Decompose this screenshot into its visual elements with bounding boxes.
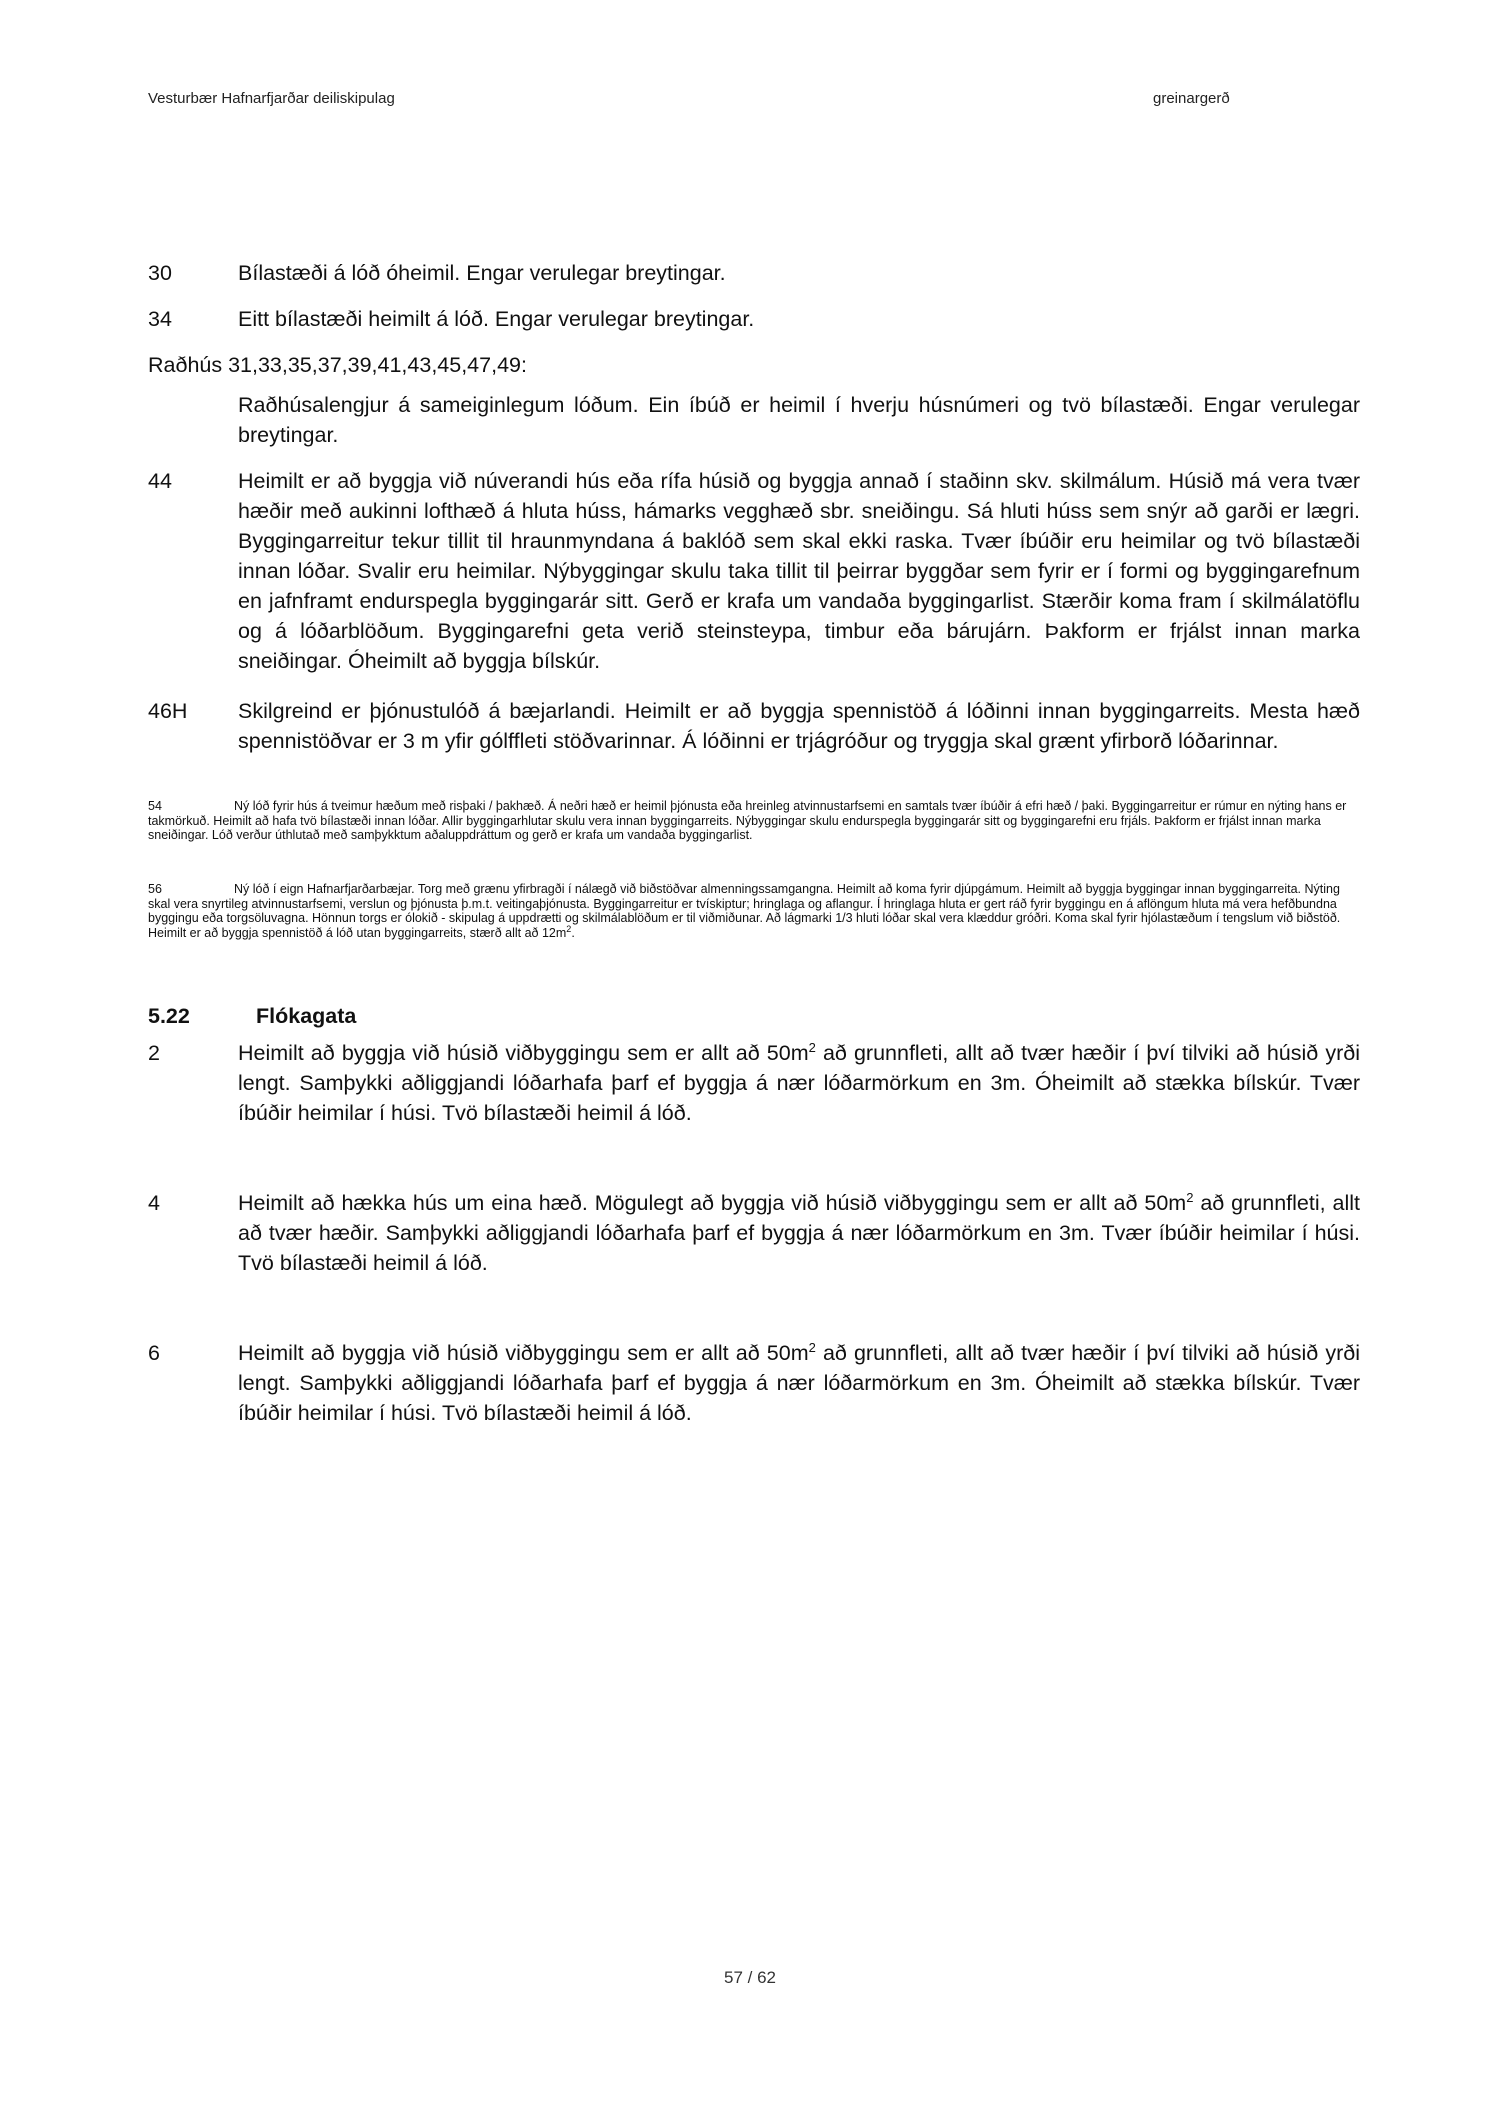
entry-text: Eitt bílastæði heimilt á lóð. Engar verulegar breytingar. [238,307,755,331]
entry-number: 46H [148,699,188,723]
entry-text: Heimilt að hækka hús um eina hæð. Mögulegt að byggja við húsið viðbyggingu sem er allt að $50m^2$ að grunnfleti, allt að tvær hæðir. Samþykki aðliggjandi lóðarhafa þarf ef byggja á nær lóðarmörkum en 3m. Tvær íbúðir heimilar í húsi. Tvö bílastæði heimil á lóð. [238,1189,1360,1275]
entry-text: Skilgreind er þjónustulóð á bæjarlandi. Heimilt er að byggja spennistöð á lóðinni innan byggingarreits. Mesta hæð spennistöðvar er 3 m yfir gólffleti stöðvarinnar. Á lóðinni er trjágróður og tryggja skal grænt yfirborð lóðarinnar. [238,699,1360,753]
superscript: 2 [1186,1189,1194,1205]
entry-text: Ný lóð fyrir hús á tveimur hæðum með risþaki / þakhæð. Á neðri hæð er heimil þjónusta eða hreinleg atvinnustarfsemi en samtals tvær íbúðir á efri hæð / þaki. Byggingarreitur er rúmur en nýting hans er takmörkuð. Heimilt að hafa tvö bílastæði innan lóðar. Allir byggingarhlutar skulu vera innan byggingarreits. Nýbyggingar skulu endurspegla byggingarár sitt og byggingarefni eru frjáls. Þakform er frjálst innan marka sneiðingar. Lóð verður úthlutað með samþykktum aðaluppdráttum og gerð er krafa um vandaða byggingarlist. [148,799,1347,842]
entry-text: Heimilt að byggja við húsið viðbyggingu sem er allt að $50m^2$ að grunnfleti, allt að tvær hæðir í því tilviki að húsið yrði lengt. Samþykki aðliggjandi lóðarhafa þarf ef byggja á nær lóðarmörkum en 3m. Óheimilt að stækka bílskúr. Tvær íbúðir heimilar í húsi. Tvö bílastæði heimil á lóð. [238,1039,1360,1125]
entry-number: 44 [148,469,172,493]
entry-number: 54 [148,799,162,813]
entry-text: Raðhúsalengjur á sameiginlegum lóðum. Ein íbúð er heimil í hverju húsnúmeri og tvö bílastæði. Engar verulegar breytingar. [238,393,1360,447]
small-entry-54 [148,799,1360,843]
radhus-heading: Raðhús 31,33,35,37,39,41,43,45,47,49: [148,353,527,377]
flokagata-entry-4 [148,1188,1360,1278]
entry-radhus [148,390,1360,450]
small-entry-56 [148,882,1360,940]
entry-number: 6 [148,1341,160,1365]
entry-44 [148,466,1360,676]
flokagata-entry-6 [148,1338,1360,1428]
header-doc-type: greinargerð [1153,90,1230,107]
entry-number: 30 [148,261,172,285]
entry-number: 34 [148,307,172,331]
entry-text: Bílastæði á lóð óheimil. Engar verulegar breytingar. [238,261,726,285]
entry-34 [148,304,1360,334]
superscript: 2 [566,923,572,934]
section-number: 5.22 [148,1004,190,1028]
entry-text: Ný lóð í eign Hafnarfjarðarbæjar. Torg með grænu yfirbragði í nálægð við biðstöðvar almenningssamgangna. Heimilt að koma fyrir djúpgámum. Heimilt að byggja byggingar innan byggingarreita. Nýting skal vera snyrtileg atvinnustarfsemi, verslun og þjónusta þ.m.t. veitingaþjónusta. Byggingarreitur er tvískiptur; hringlaga og aflangur. Í hringlaga hluta er gert ráð fyrir byggingu en á aflöngum hluta má vera hefðbundna byggingu eða torgsöluvagna. Hönnun torgs er ólokið - skipulag á uppdrætti og skilmálablöðum er til viðmiðunar. Að lágmarki 1/3 hluti lóðar skal vera klæddur gróðri. Koma skal fyrir hjólastæðum í tengslum við biðstöð. Heimilt er að byggja spennistöð á lóð utan byggingarreits, stærð allt að 12m [148,882,1341,940]
entry-46h [148,696,1360,786]
entry-text: Heimilt er að byggja við núverandi hús eða rífa húsið og byggja annað í staðinn skv. skilmálum. Húsið má vera tvær hæðir með aukinni lofthæð á hluta húss, hámarks vegghæð sbr. sneiðingu. Sá hluti húss sem snýr að garði er lægri. Byggingarreitur tekur tillit til hraunmyndana á baklóð sem skal ekki raska. Tvær íbúðir eru heimilar og tvö bílastæði innan lóðar. Svalir eru heimilar. Nýbyggingar skulu taka tillit til þeirrar byggðar sem fyrir er í formi og byggingarefnum en jafnframt endurspegla byggingarár sitt. Gerð er krafa um vandaða byggingarlist. Stærðir koma fram í skilmálatöflu og á lóðarblöðum. Byggingarefni geta verið steinsteypa, timbur eða bárujárn. Þakform er frjálst innan marka sneiðingar. Óheimilt að byggja bílskúr. [238,469,1360,673]
superscript: 2 [808,1039,816,1055]
page-number: 57 / 62 [724,1968,776,1987]
entry-number: 2 [148,1041,160,1065]
entry-30 [148,258,1360,288]
section-title: Flókagata [256,1004,357,1028]
entry-tail: . [571,925,575,940]
header-title: Vesturbær Hafnarfjarðar deiliskipulag [148,90,395,107]
flokagata-entry-2 [148,1038,1360,1128]
superscript: 2 [808,1339,816,1355]
section-heading [148,1004,356,1029]
entry-text: Heimilt að byggja við húsið viðbyggingu sem er allt að $50m^2$ að grunnfleti, allt að tvær hæðir í því tilviki að húsið yrði lengt. Samþykki aðliggjandi lóðarhafa þarf ef byggja á nær lóðarmörkum en 3m. Óheimilt að stækka bílskúr. Tvær íbúðir heimilar í húsi. Tvö bílastæði heimil á lóð. [238,1339,1360,1425]
entry-number: 4 [148,1191,160,1215]
entry-number: 56 [148,882,162,896]
